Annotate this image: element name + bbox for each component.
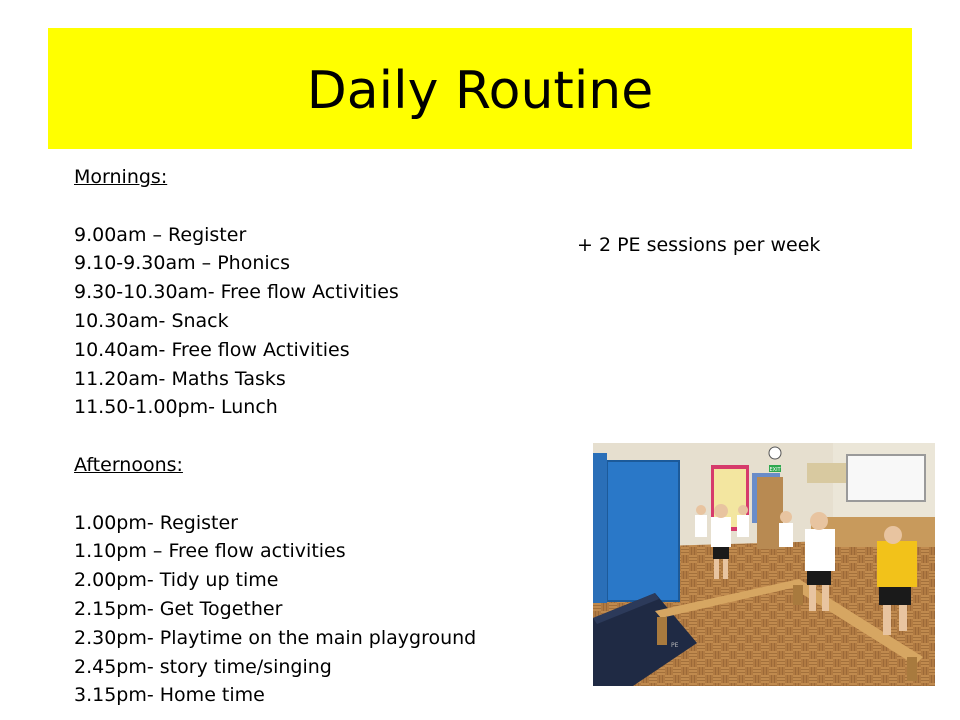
morning-item: 10.30am- Snack	[74, 309, 229, 332]
classroom-pe-photo	[593, 443, 935, 686]
morning-item: 10.40am- Free flow Activities	[74, 338, 350, 361]
mat-label: PE	[671, 642, 679, 649]
title-banner	[48, 28, 912, 149]
page-title: Daily Routine	[306, 60, 654, 121]
afternoons-heading: Afternoons:	[74, 453, 183, 476]
afternoon-item: 2.30pm- Playtime on the main playground	[74, 626, 477, 649]
pe-lesson-illustration	[593, 443, 935, 686]
exit-sign-text: EXIT	[769, 467, 781, 473]
mornings-heading: Mornings:	[74, 166, 168, 188]
afternoon-item: 2.15pm- Get Together	[74, 597, 283, 620]
morning-item: 11.50-1.00pm- Lunch	[74, 396, 278, 419]
spacer	[74, 192, 574, 221]
afternoon-item: 2.45pm- story time/singing	[74, 655, 332, 678]
afternoon-item: 1.00pm- Register	[74, 511, 238, 534]
morning-item: 9.00am – Register	[74, 223, 247, 246]
spacer	[74, 422, 574, 451]
afternoon-item: 3.15pm- Home time	[74, 684, 265, 707]
pe-sessions-note: + 2 PE sessions per week	[577, 234, 821, 256]
afternoon-item: 2.00pm- Tidy up time	[74, 569, 279, 592]
morning-item: 9.10-9.30am – Phonics	[74, 252, 290, 275]
spacer	[74, 480, 574, 509]
afternoon-item: 1.10pm – Free flow activities	[74, 540, 346, 563]
schedule	[74, 163, 574, 710]
morning-item: 11.20am- Maths Tasks	[74, 367, 286, 390]
morning-item: 9.30-10.30am- Free flow Activities	[74, 281, 399, 304]
